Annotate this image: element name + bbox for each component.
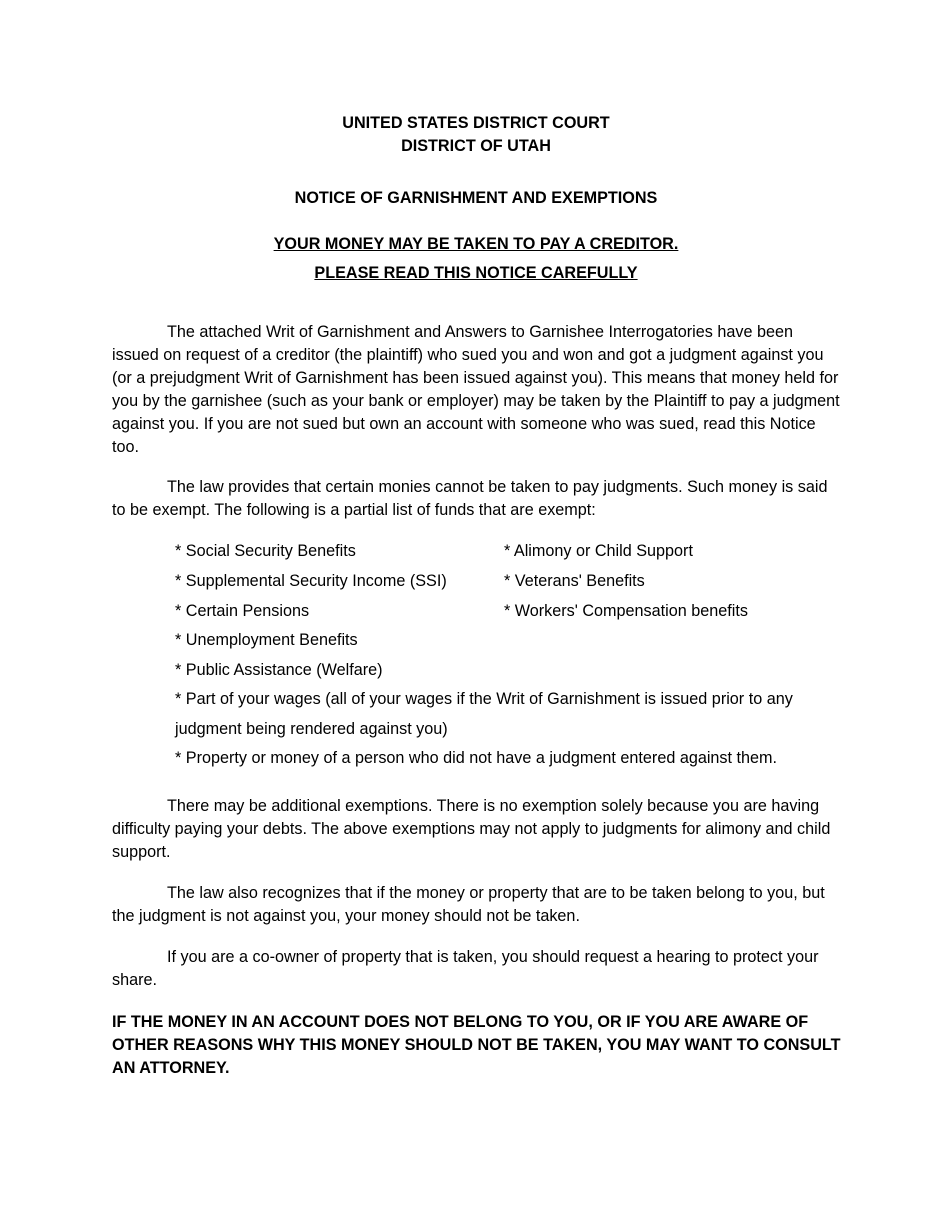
warning-line-1: YOUR MONEY MAY BE TAKEN TO PAY A CREDITOR. [273,235,679,253]
exempt-item: * Unemployment Benefits [175,631,358,649]
exempt-item-property: * Property or money of a person who did not have a judgment entered against them. [175,749,777,767]
exempt-item: * Social Security Benefits [175,542,356,560]
exempt-item: * Alimony or Child Support [504,542,693,560]
paragraph-co-owner: If you are a co-owner of property that is taken, you should request a hearing to protect your share. [112,948,819,989]
notice-title: NOTICE OF GARNISHMENT AND EXEMPTIONS [294,189,658,207]
court-name: UNITED STATES DISTRICT COURT [342,114,610,132]
court-district: DISTRICT OF UTAH [401,137,551,155]
exempt-item: * Veterans' Benefits [504,572,645,590]
paragraph-not-against-you: The law also recognizes that if the money or property that are to be taken belong to you, but the judgment is not against you, your money should not be taken. [112,884,825,925]
exempt-item: * Public Assistance (Welfare) [175,661,383,679]
paragraph-exempt-intro: The law provides that certain monies cannot be taken to pay judgments. Such money is said to be exempt. The following is a partial list of funds that are exempt: [112,478,828,519]
exempt-item: * Certain Pensions [175,602,310,620]
warning-line-1-wrap [112,233,840,256]
warning-line-2: PLEASE READ THIS NOTICE CAREFULLY [314,264,638,282]
paragraph-consult-attorney: IF THE MONEY IN AN ACCOUNT DOES NOT BELONG TO YOU, OR IF YOU ARE AWARE OF OTHER REASONS WHY THIS MONEY SHOULD NOT BE TAKEN, YOU MAY WANT TO CONSULT AN ATTORNEY. [112,1013,841,1077]
exempt-item-wages: * Part of your wages (all of your wages if the Writ of Garnishment is issued prior to any [175,690,793,708]
paragraph-additional-exemptions: There may be additional exemptions. There is no exemption solely because you are having difficulty paying your debts. The above exemptions may not apply to judgments for alimony and child support. [112,797,831,861]
paragraph-writ-explanation: The attached Writ of Garnishment and Answers to Garnishee Interrogatories have been issued on request of a creditor (the plaintiff) who sued you and won and got a judgment against you (or a prejudgment Writ of Garnishment has been issued against you). This means that money held for you by the garnishee (such as your bank or employer) may be taken by the Plaintiff to pay a judgment against you. If you are not sued but own an account with someone who was sued, read this Notice too. [112,323,840,456]
exempt-item: * Supplemental Security Income (SSI) [175,572,447,590]
exempt-item: * Workers' Compensation benefits [504,602,748,620]
warning-line-2-wrap [112,262,840,285]
exempt-item-wages-continued: judgment being rendered against you) [175,720,448,738]
